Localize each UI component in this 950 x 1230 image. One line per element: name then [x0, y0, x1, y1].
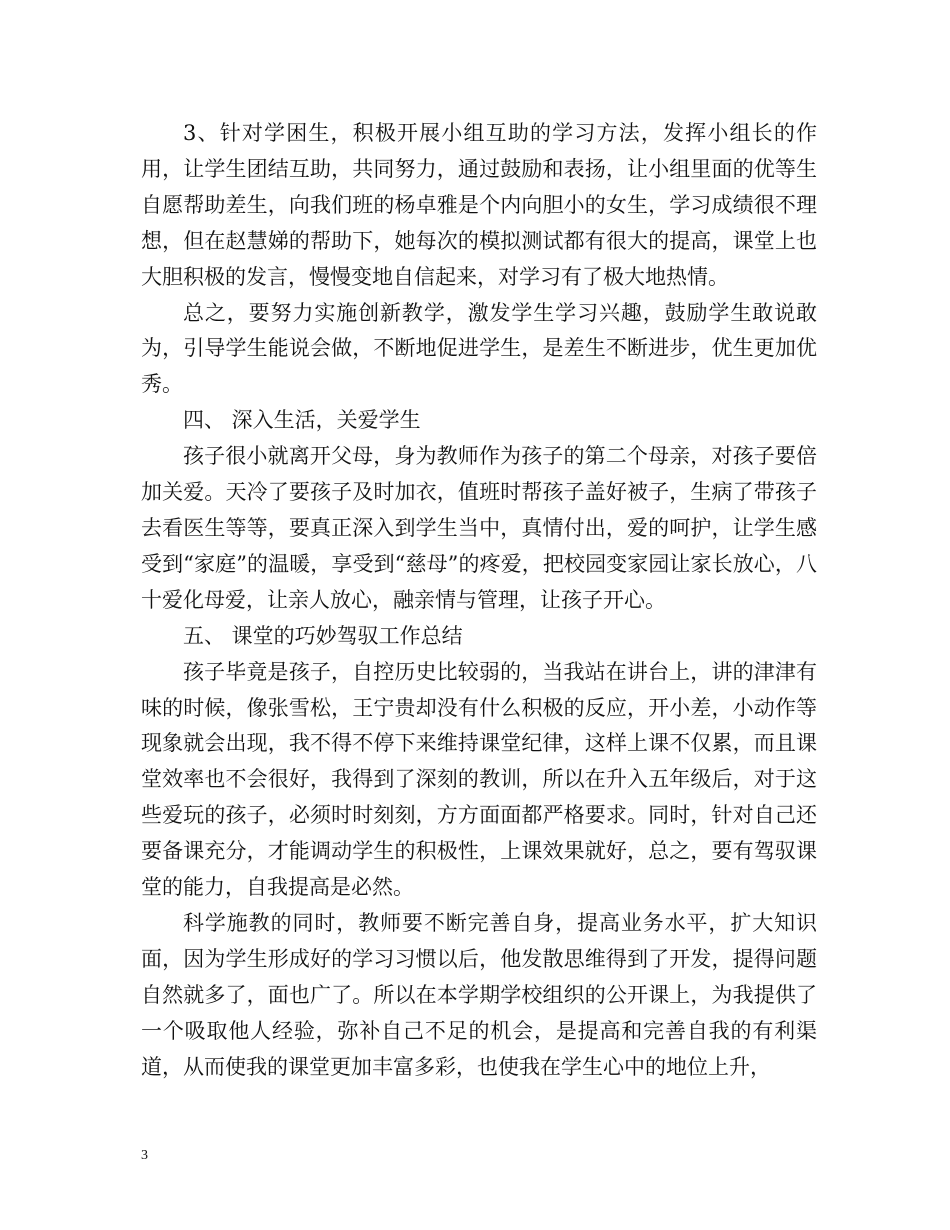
body-text — [141, 116, 817, 1085]
paragraph-care: 孩子很小就离开父母，身为教师作为孩子的第二个母亲，对孩子要倍加关爱。天冷了要孩子及时加衣，值班时帮孩子盖好被子，生病了带孩子去看医生等等，要真正深入到学生当中，真情付出，爱的呵护，让学生感受到“家庭”的温暖，享受到“慈母”的疼爱，把校园变家园让家长放心，八十爱化母爱，让亲人放心，融亲情与管理，让孩子开心。 — [141, 444, 817, 612]
section-heading-care: 四、 深入生活，关爱学生 — [183, 408, 421, 433]
page-number: 3 — [141, 1148, 148, 1163]
paragraph-classroom: 孩子毕竟是孩子，自控历史比较弱的，当我站在讲台上，讲的津津有味的时候，像张雪松，王宁贵却没有什么积极的反应，开小差，小动作等现象就会出现，我不得不停下来维持课堂纪律，这样上课不仅累，而且课堂效率也不会很好，我得到了深刻的教训，所以在升入五年级后，对于这些爱玩的孩子，必须时时刻刻，方方面面都严格要求。同时，针对自己还要备课充分，才能调动学生的积极性，上课效果就好，总之，要有驾驭课堂的能力，自我提高是必然。 — [141, 659, 817, 900]
section-heading-classroom: 五、 课堂的巧妙驾驭工作总结 — [183, 623, 463, 648]
paragraph-summary: 总之，要努力实施创新教学，激发学生学习兴趣，鼓励学生敢说敢为，引导学生能说会做，不断地促进学生，是差生不断进步，优生更加优秀。 — [141, 300, 817, 397]
paragraph-teaching: 科学施教的同时，教师要不断完善自身，提高业务水平，扩大知识面，因为学生形成好的学习习惯以后，他发散思维得到了开发，提得问题自然就多了，面也广了。所以在本学期学校组织的公开课上，为我提供了一个吸取他人经验，弥补自己不足的机会，是提高和完善自我的有利渠道，从而使我的课堂更加丰富多彩，也使我在学生心中的地位上升， — [141, 910, 817, 1079]
paragraph-study-groups: 3、针对学困生，积极开展小组互助的学习方法，发挥小组长的作用，让学生团结互助，共同努力，通过鼓励和表扬，让小组里面的优等生自愿帮助差生，向我们班的杨卓雅是个内向胆小的女生，学习成绩很不理想，但在赵慧娣的帮助下，她每次的模拟测试都有很大的提高，课堂上也大胆积极的发言，慢慢变地自信起来，对学习有了极大地热情。 — [141, 121, 817, 289]
